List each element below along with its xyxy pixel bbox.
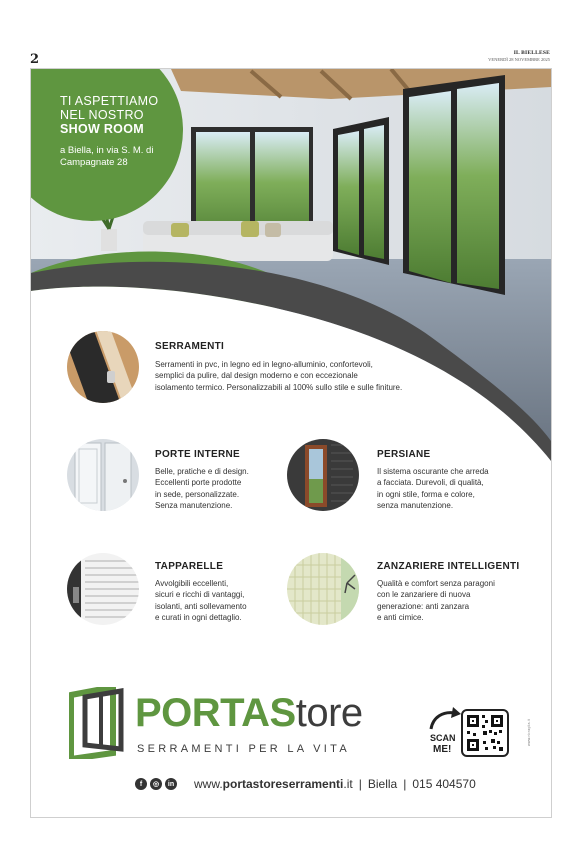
qr-code[interactable] [461, 709, 509, 757]
city: Biella [367, 777, 398, 791]
publication-name: IL BIELLESE [513, 50, 550, 56]
serramenti-image [67, 331, 139, 403]
website-link[interactable] [194, 777, 353, 791]
portastore-logo-icon [69, 687, 125, 759]
showroom-line-3: SHOW ROOM [60, 122, 144, 136]
me-label: ME! [433, 744, 452, 755]
showroom-line-2: NEL NOSTRO [60, 108, 144, 122]
showroom-line-1: TI ASPETTIAMO [60, 94, 159, 108]
separator: | [358, 777, 362, 791]
portastore-advertisement [30, 68, 552, 818]
porte-interne-description: Belle, pratiche e di design. Eccellenti porte prodotte in sede, personalizzate. Senza manutenzione. [155, 467, 249, 511]
website-main: portastoreserramenti [222, 777, 344, 791]
masthead [488, 50, 550, 62]
zanzariere-image [287, 553, 359, 625]
zanzariere-description: Qualità e comfort senza paragoni con le zanzariere di nuova generazione: anti zanzara e anti cimice. [377, 579, 495, 623]
porte-interne-title: PORTE INTERNE [155, 449, 241, 460]
persiane-image [287, 439, 359, 511]
brand-name-part-1: PORTAS [135, 691, 296, 735]
scan-label: SCAN [430, 733, 456, 743]
contact-footer [135, 775, 476, 793]
phone-number[interactable]: 015 404570 [412, 777, 476, 791]
page-number: 2 [30, 52, 40, 67]
serramenti-description: Serramenti in pvc, in legno ed in legno-alluminio, confortevoli, semplici da pulire, dal design moderno e con eccezionale isolamento termico. Personalizzabili al 100% sullo stile e sulle finiture. [155, 360, 403, 392]
separator: | [403, 777, 407, 791]
brand-tagline: SERRAMENTI PER LA VITA [137, 743, 350, 755]
serramenti-title: SERRAMENTI [155, 341, 225, 352]
instagram-icon[interactable]: ◎ [150, 778, 162, 790]
facebook-icon[interactable]: f [135, 778, 147, 790]
brand-name-part-2: tore [295, 691, 363, 735]
showroom-address: a Biella, in via S. M. di Campagnate 28 [60, 145, 154, 168]
zanzariere-title: ZANZARIERE INTELLIGENTI [377, 561, 520, 572]
website-suffix: .it [343, 777, 353, 791]
porte-interne-image [67, 439, 139, 511]
tapparelle-image [67, 553, 139, 625]
design-credit: www.nbraglia.it [527, 719, 531, 747]
linkedin-icon[interactable]: in [165, 778, 177, 790]
publication-date: VENERDÌ 28 NOVEMBRE 2025 [488, 57, 550, 62]
persiane-title: PERSIANE [377, 449, 431, 460]
website-prefix: www. [194, 777, 223, 791]
scan-me-badge [427, 707, 463, 757]
persiane-description: Il sistema oscurante che arreda a facciata. Durevoli, di qualità, in ogni stile, forma e colore, senza manutenzione. [377, 467, 489, 511]
brand-name [135, 691, 363, 735]
tapparelle-description: Avvolgibili eccellenti, sicuri e ricchi di vantaggi, isolanti, anti sollevamento e curati in ogni dettaglio. [155, 579, 247, 623]
tapparelle-title: TAPPARELLE [155, 561, 224, 572]
